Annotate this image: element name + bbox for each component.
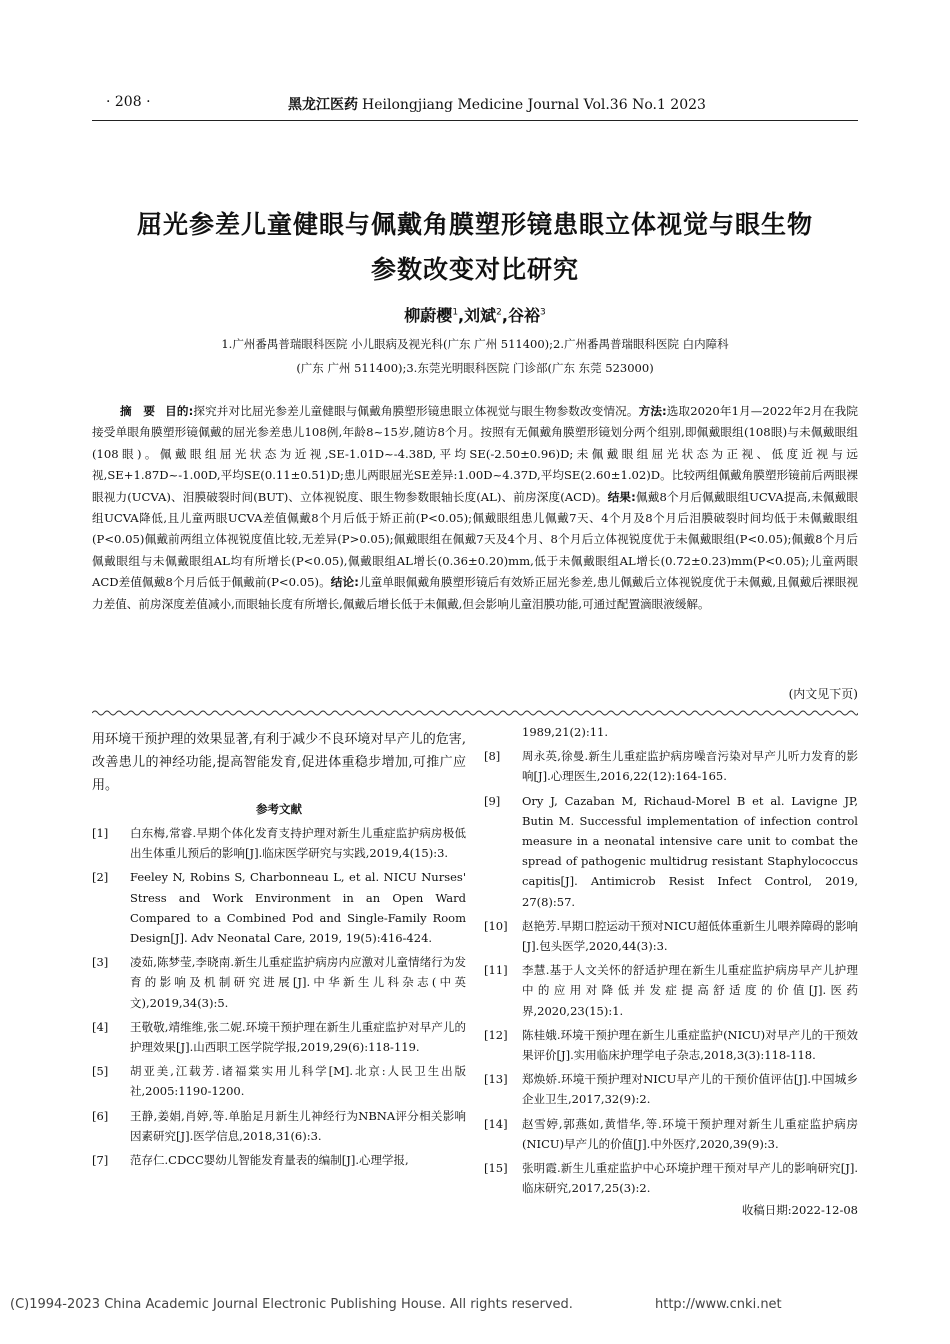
reference-text: 白东梅,常睿.早期个体化发育支持护理对新生儿重症监护病房极低出生体重儿预后的影响[J].临床医学研究与实践,2019,4(15):3. [130,826,466,861]
cnki-link[interactable]: http://www.cnki.net [655,1297,782,1312]
author-affiliation-mark: 1 [452,307,459,318]
reference-item [92,1150,466,1170]
reference-text: 张明霞.新生儿重症监护中心环境护理干预对早产儿的影响研究[J].临床研究,2017,25(3):2. [522,1161,858,1196]
header-rule [92,120,858,121]
reference-item [484,1158,858,1198]
reference-text: 凌茹,陈梦莹,李晓南.新生儿重症监护病房内应激对儿童情绪行为发育的影响及机制研究进展[J].中华新生儿科杂志(中英文),2019,34(3):5. [130,955,466,1010]
reference-number: [14] [484,1116,508,1131]
article-title-line-1: 屈光参差儿童健眼与佩戴角膜塑形镜患眼立体视觉与眼生物 [136,210,813,239]
reference-number: [11] [484,963,508,978]
reference-number: [3] [92,955,109,970]
abstract [92,401,858,615]
reference-text: 1989,21(2):11. [522,725,609,739]
left-column [92,728,466,1174]
reference-item [92,1017,466,1057]
journal-name [288,94,706,114]
reference-number: [8] [484,749,501,764]
purpose-label: 目的: [165,404,194,418]
continued-note: (内文见下页) [788,687,858,701]
reference-number: [6] [92,1108,109,1123]
reference-item [484,1025,858,1065]
reference-text: 李慧.基于人文关怀的舒适护理在新生儿重症监护病房早产儿护理中的应用对降低并发症提高舒适度的价值[J].医药界,2020,23(15):1. [522,963,858,1018]
conclusion-label: 结论: [330,575,359,590]
reference-item [484,960,858,1021]
wavy-divider [92,708,858,718]
reference-number: [2] [92,870,109,885]
conclusion-text: 儿童单眼佩戴角膜塑形镜后有效矫正屈光参差,患儿佩戴后立体视锐度优于未佩戴,且佩戴后裸眼视力差值、前房深度差值减小,而眼轴长度有所增长,佩戴后增长低于未佩戴,但会影响儿童泪膜功能,可通过配置滴眼液缓解。 [92,575,858,611]
article-title-line-2: 参数改变对比研究 [370,255,579,284]
author-affiliation-mark: 2 [496,307,502,318]
reference-text: 赵艳芳.早期口腔运动干预对NICU超低体重新生儿喂养障碍的影响[J].包头医学,2020,44(3):3. [522,918,858,954]
reference-item [484,746,858,786]
affiliation-line-1: 1.广州番禺普瑞眼科医院 小儿眼病及视光科(广东 广州 511400);2.广州番禺普瑞眼科医院 白内障科 [221,337,729,351]
reference-number: [13] [484,1072,508,1087]
affiliation-line-2: (广东 广州 511400);3.东莞光明眼科医院 门诊部(广东 东莞 523000) [296,361,654,375]
reference-text: 郑焕娇.环境干预护理对NICU早产儿的干预价值评估[J].中国城乡企业卫生,2017,32(9):2. [522,1072,858,1107]
reference-item [92,1061,466,1101]
purpose-text: 探究并对比屈光参差儿童健眼与佩戴角膜塑形镜患眼立体视觉与眼生物参数改变情况。 [193,404,639,418]
copyright-notice: (C)1994-2023 China Academic Journal Electronic Publishing House. All rights reserved. [10,1297,573,1312]
reference-text: 周永英,徐曼.新生儿重症监护病房噪音污染对早产儿听力发育的影响[J].心理医生,2016,22(12):164-165. [522,749,858,784]
reference-item [92,823,466,863]
author-name: 柳蔚樱 [404,306,453,325]
body-paragraph: 用环境干预护理的效果显著,有利于减少不良环境对早产儿的危害,改善患儿的神经功能,提高智能发育,促进体重稳步增加,可推广应用。 [92,732,466,793]
author-affiliation-mark: 3 [539,307,546,318]
reference-number: [1] [92,826,109,840]
reference-text: 王敬敬,靖维维,张二妮.环境干预护理在新生儿重症监护对早产儿的护理效果[J].山西职工医学院学报,2019,29(6):118-119. [130,1019,466,1055]
reference-number: [9] [484,793,501,808]
reference-number: [7] [92,1153,109,1168]
author-name: 刘斌 [464,306,497,325]
reference-text: 陈桂娥.环境干预护理在新生儿重症监护(NICU)对早产儿的干预效果评价[J].实用临床护理学电子杂志,2018,3(3):118-118. [522,1027,858,1063]
reference-item [484,791,858,912]
reference-text: 王静,姜娟,肖婷,等.单胎足月新生儿神经行为NBNA评分相关影响因素研究[J].医学信息,2018,31(6):3. [130,1108,466,1143]
right-column [484,722,858,1218]
reference-text: 范存仁.CDCC婴幼儿智能发育量表的编制[J].心理学报, [130,1153,409,1168]
reference-continuation [484,722,858,742]
result-label: 结果: [607,489,636,504]
author-name: 谷裕 [507,306,540,325]
references-heading: 参考文献 [256,802,302,816]
reference-item [92,867,466,948]
reference-number: [12] [484,1027,508,1042]
reference-number: [10] [484,918,508,933]
reference-number: [15] [484,1161,508,1176]
result-text: 佩戴8个月后佩戴眼组UCVA提高,未佩戴眼组UCVA降低,且儿童两眼UCVA差值佩戴8个月后低于矫正前(P<0.05);佩戴眼组患儿佩戴7天、4个月及8个月后泪膜破裂时间均低于未佩戴眼组(P<0.05)佩戴前两组立体视锐度值比较,无差异(P>0.05);佩戴眼组在佩戴7天及4个月、8个月后立体视锐度优于未佩戴眼组(P<0.05);佩戴8个月后佩戴眼组与未佩戴眼组AL均有所增长(P<0.05),佩戴眼组AL增长(0.36±0.20)mm,低于未佩戴眼组AL增长(0.72±0.23)mm(P<0.05);儿童两眼ACD差值佩戴8个月后低于佩戴前(P<0.05)。 [92,489,859,590]
reference-item [484,1069,858,1109]
journal-name-en: Heilongjiang Medicine Journal Vol.36 No.1 2023 [362,97,706,113]
received-date: 收稿日期:2022-12-08 [741,1203,858,1218]
abstract-label: 摘 要 [120,404,156,418]
reference-item [484,916,858,956]
author-list: 柳蔚樱$^1$,刘斌$^2$,谷裕$^3$ [404,306,546,325]
reference-number: [5] [92,1064,109,1079]
method-label: 方法: [638,404,667,418]
reference-text: Ory J, Cazaban M, Richaud-Morel B et al. Lavigne JP, Butin M. Successful implementation of infection control measure in a neonatal intensive care unit to combat the spread of pathogenic multidrug resistant Staphylococcus capitis[J]. Antimicrob Resist Infect Control, 2019, 27(8):57. [522,793,858,909]
method-text: 选取2020年1月—2022年2月在我院接受单眼角膜塑形镜佩戴的屈光参差患儿108例,年龄8~15岁,随访8个月。按照有无佩戴角膜塑形镜划分两个组别,即佩戴眼组(108眼)与未佩戴眼组(108眼)。佩戴眼组屈光状态为近视,SE-1.01D~-4.38D,平均SE(-2.50±0.96)D;未佩戴眼组屈光状态为正视、低度近视与远视,SE+1.87D~-1.00D,平均SE(0.11±0.51)D;患儿两眼屈光SE差异:1.00D~4.37D,平均SE(2.60±1.02)D。比较两组佩戴角膜塑形镜前后两眼裸眼视力(UCVA)、泪膜破裂时间(BUT)、立体视锐度、眼生物参数眼轴长度(AL)、前房深度(ACD)。 [92,404,858,504]
reference-text: 赵雪婷,郭燕如,黄惜华,等.环境干预护理对新生儿重症监护病房(NICU)早产儿的价值[J].中外医疗,2020,39(9):3. [522,1116,858,1151]
reference-number: [4] [92,1019,109,1034]
reference-item [92,952,466,1013]
page-number: · 208 · [106,94,151,110]
reference-item [92,1106,466,1146]
reference-item [484,1114,858,1154]
journal-name-cn: 黑龙江医药 [288,97,358,113]
reference-text: Feeley N, Robins S, Charbonneau L, et al. NICU Nurses' Stress and Work Environment in an Open Ward Compared to a Combined Pod and Single-Family Room Design[J]. Adv Neonatal Care, 2019, 19(5):416-424. [130,870,466,946]
reference-text: 胡亚美,江载芳.诸福棠实用儿科学[M].北京:人民卫生出版社,2005:1190-1200. [130,1064,466,1099]
